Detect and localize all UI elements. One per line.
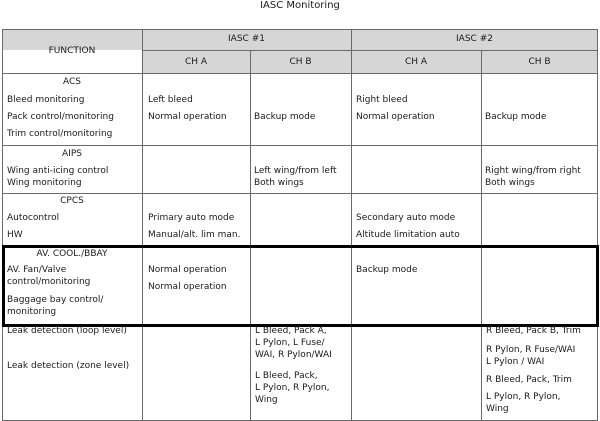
cell-text: WAI, R Pylon/WAI	[255, 350, 332, 360]
cell-text: Backup mode	[254, 112, 316, 122]
rule	[481, 50, 482, 421]
cell-text: Right wing/from right	[485, 166, 581, 176]
row-heading-av-cool: AV. COOL./BBAY	[36, 249, 108, 259]
rule	[2, 73, 598, 74]
cell-text: Normal operation	[148, 112, 227, 122]
header-iasc2: IASC #2	[456, 34, 493, 44]
cell-text: Wing	[486, 404, 509, 414]
cell-text: L Bleed, Pack A,	[255, 326, 327, 336]
cell-text: Normal operation	[148, 282, 227, 292]
function-text: Autocontrol	[7, 213, 60, 223]
cell-text: Backup mode	[356, 265, 418, 275]
header-iasc1-chb: CH B	[289, 57, 312, 67]
function-text: Pack control/monitoring	[7, 112, 114, 122]
header-function: FUNCTION	[48, 46, 96, 56]
header-iasc2-cha: CH A	[404, 57, 428, 67]
function-text: monitoring	[7, 307, 57, 317]
function-text: Leak detection (loop level)	[7, 326, 127, 336]
cell-text: Wing	[255, 395, 278, 405]
cell-text: R Pylon, R Fuse/WAI	[486, 345, 576, 355]
header-iasc1-cha: CH A	[184, 57, 208, 67]
cell-text: Primary auto mode	[148, 213, 235, 223]
cell-text: Left wing/from left	[254, 166, 337, 176]
function-text: AV. Fan/Valve	[7, 265, 67, 275]
cell-text: Secondary auto mode	[356, 213, 456, 223]
cell-text: Normal operation	[148, 265, 227, 275]
page-title: IASC Monitoring	[260, 0, 340, 11]
rule	[2, 145, 598, 146]
rule	[142, 50, 598, 51]
cell-text: Right bleed	[356, 95, 408, 105]
row-heading-aips: AIPS	[62, 149, 82, 159]
function-text: Wing monitoring	[7, 178, 82, 188]
cell-text: Altitude limitation auto	[356, 230, 460, 240]
cell-text: Manual/alt. lim man.	[148, 230, 241, 240]
function-text: Leak detection (zone level)	[7, 361, 130, 371]
function-text: control/monitoring	[7, 277, 91, 287]
iasc-monitoring-table	[2, 29, 598, 421]
rule	[351, 29, 352, 421]
cell-text: L Pylon, R Pylon,	[486, 392, 561, 402]
rule	[2, 29, 598, 30]
cell-text: Both wings	[254, 178, 304, 188]
cell-text: L Pylon / WAI	[486, 357, 545, 367]
function-text: Wing anti-icing control	[7, 166, 109, 176]
function-text: Trim control/monitoring	[7, 129, 113, 139]
rule	[2, 193, 598, 194]
row-heading-cpcs: CPCS	[60, 196, 84, 206]
function-text: Baggage bay control/	[7, 295, 104, 305]
cell-text: Normal operation	[356, 112, 435, 122]
function-text: HW	[7, 230, 23, 240]
cell-text: L Pylon, L Fuse/	[255, 338, 325, 348]
function-text: Bleed monitoring	[7, 95, 85, 105]
cell-text: L Bleed, Pack,	[255, 371, 318, 381]
cell-text: R Bleed, Pack, Trim	[486, 375, 572, 385]
cell-text: Backup mode	[485, 112, 547, 122]
header-iasc1: IASC #1	[228, 34, 265, 44]
rule	[142, 29, 143, 421]
cell-text: Both wings	[485, 178, 535, 188]
rule	[250, 50, 251, 421]
rule	[597, 29, 598, 421]
header-iasc2-chb: CH B	[528, 57, 551, 67]
cell-text: R Bleed, Pack B, Trim	[486, 326, 581, 336]
row-heading-acs: ACS	[63, 77, 81, 87]
cell-text: L Pylon, R Pylon,	[255, 383, 330, 393]
cell-text: Left bleed	[148, 95, 193, 105]
